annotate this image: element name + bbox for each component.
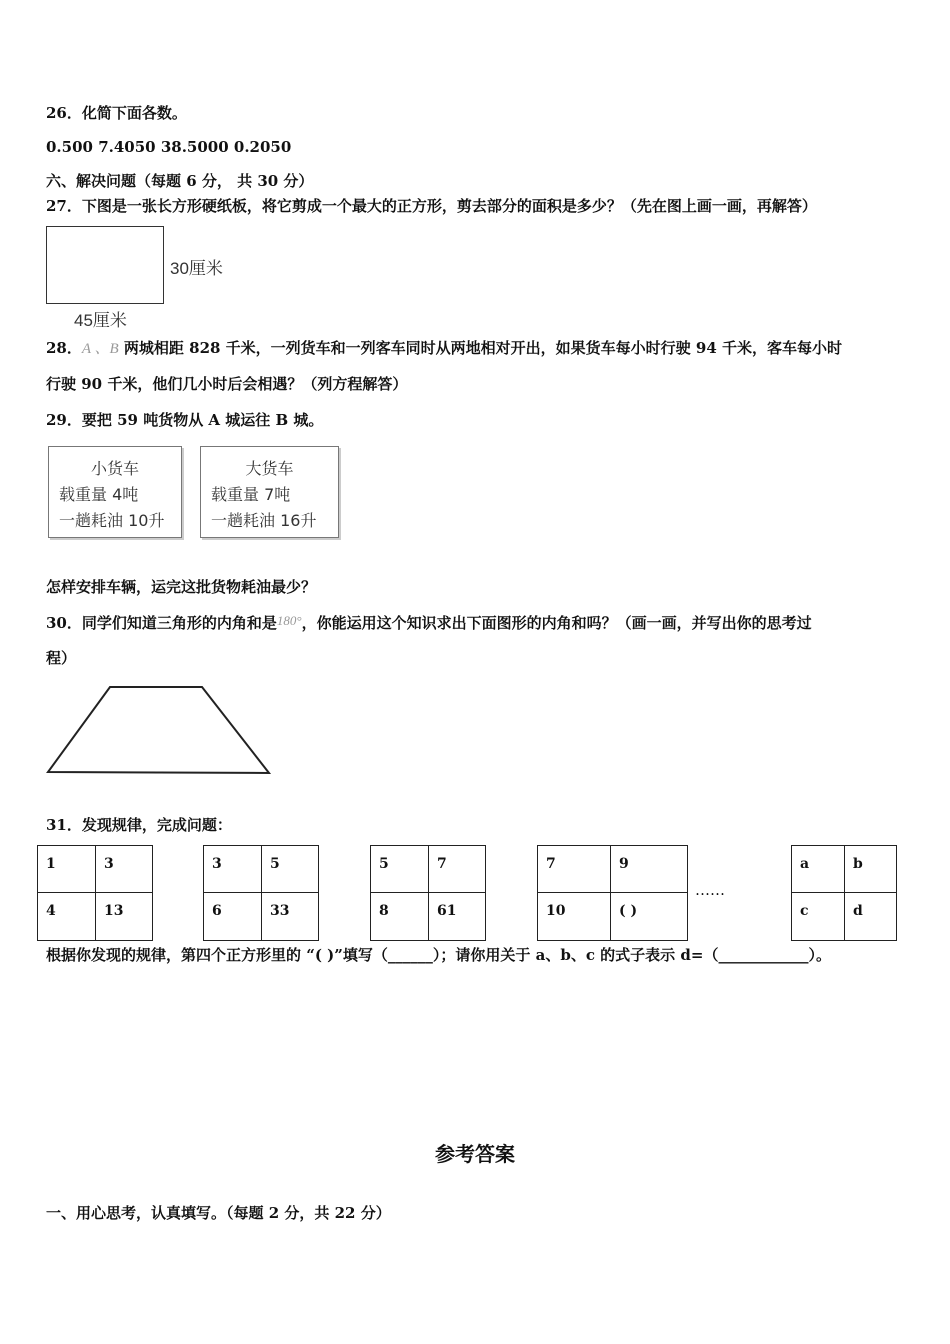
small-truck-load: 载重量 4吨 <box>59 485 139 504</box>
q30-angle: 180° <box>276 613 302 628</box>
q30-line1 <box>46 611 812 633</box>
width-label: 45厘米 <box>74 311 127 330</box>
cell-b: b <box>845 846 897 893</box>
q28-line2: 行驶 90 千米，他们几小时后会相遇？（列方程解答） <box>46 375 408 393</box>
cell-c: c <box>792 893 845 941</box>
cell-d: 61 <box>429 893 486 941</box>
square-2 <box>203 845 319 941</box>
cell-d: d <box>845 893 897 941</box>
q30-text-b: ，你能运用这个知识求出下面图形的内角和吗？（画一画，并写出你的思考过 <box>301 614 812 632</box>
q29-text: 29．要把 59 吨货物从 A 城运往 B 城。 <box>46 411 324 429</box>
q28-line1 <box>46 338 842 359</box>
ellipsis: …… <box>695 881 725 899</box>
q26-text: 26．化简下面各数。 <box>46 104 187 122</box>
cell-c: 6 <box>204 893 262 941</box>
cell-c: 10 <box>538 893 611 941</box>
q27-text: 27．下图是一张长方形硬纸板，将它剪成一个最大的正方形，剪去部分的面积是多少？（先在图上画一画，再解答） <box>46 197 817 215</box>
cell-d: ( ) <box>611 893 688 941</box>
cell-b: 3 <box>96 846 153 893</box>
height-label: 30厘米 <box>170 259 223 278</box>
cell-d: 33 <box>262 893 319 941</box>
cell-a: 5 <box>371 846 429 893</box>
q26-numbers: 0.500 7.4050 38.5000 0.2050 <box>46 138 292 156</box>
big-truck-fuel: 一趟耗油 16升 <box>211 511 317 530</box>
big-truck-load: 载重量 7吨 <box>211 485 291 504</box>
cell-b: 5 <box>262 846 319 893</box>
cell-a: 3 <box>204 846 262 893</box>
q31-answer-line: 根据你发现的规律，第四个正方形里的 “( )”填写（______）；请你用关于 a、b、c 的式子表示 d=（____________）。 <box>46 946 831 964</box>
trapezoid-shape <box>48 687 269 773</box>
q28-ab: A 、B <box>81 341 119 357</box>
big-truck-title: 大货车 <box>245 459 294 478</box>
cell-a: a <box>792 846 845 893</box>
section6-title: 六、解决问题（每题 6 分， 共 30 分） <box>46 172 314 190</box>
big-truck-card <box>200 446 339 538</box>
q30-line2: 程） <box>46 649 77 667</box>
square-4 <box>537 845 688 941</box>
cell-c: 4 <box>38 893 96 941</box>
q31-text: 31．发现规律，完成问题： <box>46 816 232 834</box>
cell-d: 13 <box>96 893 153 941</box>
q28-num: 28． <box>46 339 82 357</box>
small-truck-card <box>48 446 182 538</box>
square-5 <box>791 845 897 941</box>
answers-title: 参考答案 <box>435 1142 515 1166</box>
cell-b: 7 <box>429 846 486 893</box>
square-3 <box>370 845 486 941</box>
q29-question: 怎样安排车辆，运完这批货物耗油最少？ <box>46 578 317 596</box>
q30-text-a: 30．同学们知道三角形的内角和是 <box>46 614 277 632</box>
q28-line1-rest: 两城相距 828 千米，一列货车和一列客车同时从两地相对开出，如果货车每小时行驶 94 千米，客车每小时 <box>118 339 842 357</box>
small-truck-title: 小货车 <box>90 459 139 478</box>
cell-c: 8 <box>371 893 429 941</box>
cardboard-rectangle <box>46 226 164 304</box>
cell-a: 7 <box>538 846 611 893</box>
cell-b: 9 <box>611 846 688 893</box>
small-truck-fuel: 一趟耗油 10升 <box>59 511 165 530</box>
answers-section1: 一、用心思考，认真填写。（每题 2 分，共 22 分） <box>46 1204 391 1222</box>
trapezoid-figure <box>40 680 280 780</box>
square-1 <box>37 845 153 941</box>
cell-a: 1 <box>38 846 96 893</box>
